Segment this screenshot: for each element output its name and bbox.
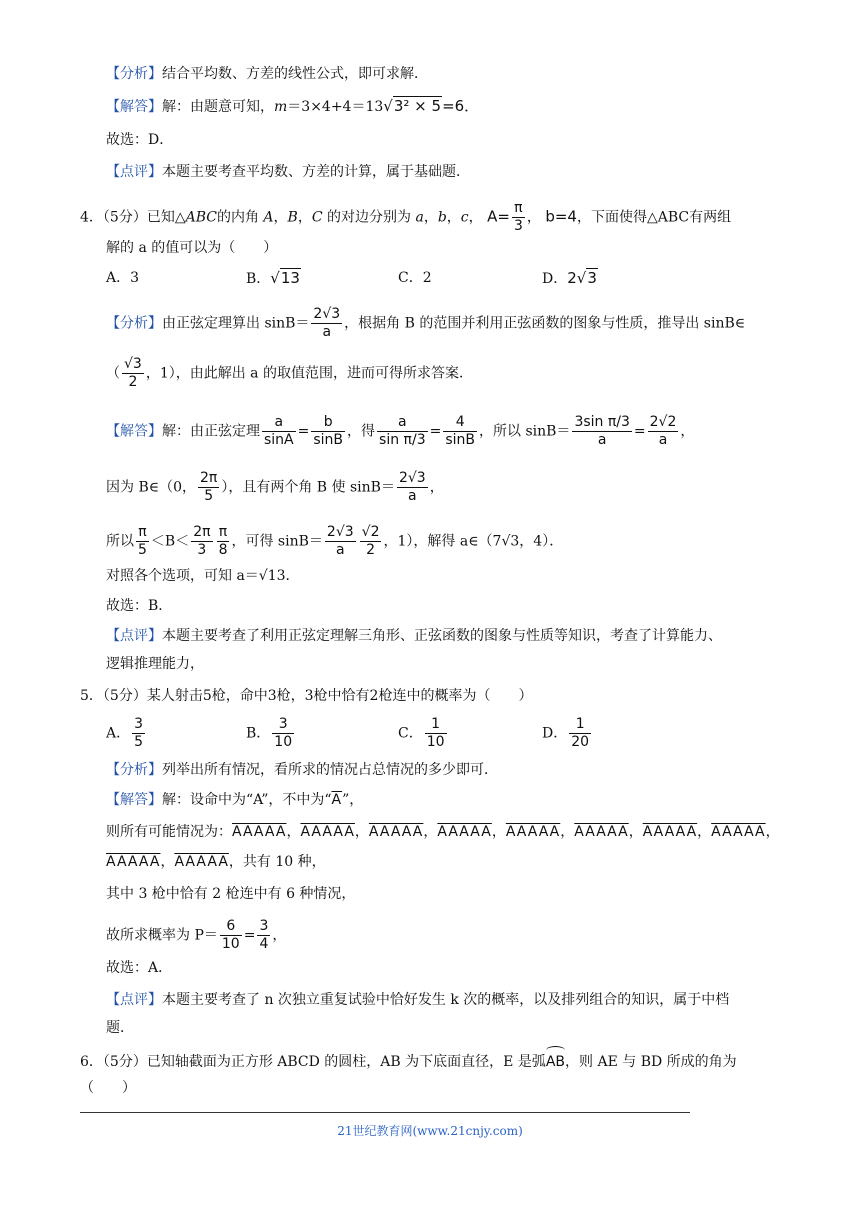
outcome-sequence: AAAAA [711, 824, 766, 840]
q4-answer-line4: 对照各个选项，可知 a＝√13． [106, 568, 300, 584]
q4-choose: 故选：B． [106, 598, 173, 614]
q5-choose: 故选：A． [106, 960, 173, 976]
review-tag: 【点评】 [106, 628, 162, 644]
q6-stem: 6．（5分）已知轴截面为正方形 ABCD 的圆柱，AB 为下底面直径，E 是弧AB，则 AE 与 BD 所成的角为 [80, 1048, 737, 1072]
q4-stem: 4．（5分）已知△ABC的内角 A，B，C 的对边分别为 a，b，c， A= $\frac{\pi}{3}$ ， b=4，下面使得△ABC有两组 [80, 200, 732, 234]
q4-option-c[interactable]: C．2 [398, 270, 432, 286]
outcome-sequence: AAAAA [174, 854, 229, 870]
answer-tag: 【解答】 [106, 99, 162, 115]
q5-analysis: 【分析】列举出所有情况，看所求的情况占总情况的多少即可． [106, 762, 498, 778]
q4-answer-line2: 因为 B∈（0， $\frac{2\pi}{5}$ ），且有两个角 B 使 sinB＝ $\frac{2√3}{a}$ ， [106, 470, 444, 504]
outcome-sequence: AAAAA [505, 824, 561, 840]
answer-tag: 【解答】 [106, 423, 162, 440]
q5-answer-line5: 故所求概率为 P＝ $\frac{6}{10}$ = $\frac{3}{4}$ ， [106, 918, 287, 952]
q4-analysis: 【分析】由正弦定理算出 sinB＝ $\frac{2√3}{a}$ ，根据角 B 的范围并利用正弦函数的图象与性质，推导出 sinB∈ [106, 306, 746, 340]
q4-answer-line1: 【解答】解：由正弦定理 $\frac{a}{\sin A}$ = $\frac{b}{\sin B}$ ，得 $\frac{a}{\text{sin π/3}}$ = $\frac{4}{\sin B}$ ，所以 sinB＝ $\frac{\text{3sin π/3}}{a}$ = $\frac{2√2}{a}$ ， [106, 414, 695, 448]
q5-answer-line4: 其中 3 枪中恰有 2 枪连中有 6 种情况， [106, 886, 356, 902]
outcome-sequence: AAAAA [437, 824, 492, 840]
q5-review-line2: 题． [106, 1020, 134, 1036]
q3-answer: 【解答】解：由题意可知，m＝3×4+4＝13√3² × 5=6． [106, 97, 480, 115]
q5-option-b[interactable]: B． $\frac{3}{10}$ [246, 716, 293, 750]
q5-option-d[interactable]: D． $\frac{1}{20}$ [542, 716, 590, 750]
outcome-sequence: AAAAA [106, 854, 161, 870]
q5-option-a[interactable]: A． $\frac{3}{5}$ [106, 716, 144, 750]
q5-answer-line3: AAAAA，AAAAA，共有 10 种， [106, 854, 326, 870]
outcome-sequence: AAAAA [642, 824, 698, 840]
analysis-tag: 【分析】 [106, 315, 162, 332]
q4-option-a[interactable]: A．3 [106, 270, 140, 286]
arc-ab: AB [546, 1048, 565, 1072]
q3-review: 【点评】本题主要考查平均数、方差的计算，属于基础题． [106, 164, 470, 180]
q4-option-d[interactable]: D．2√3 [542, 269, 597, 287]
outcome-sequence: AAAAA [300, 824, 355, 840]
q3-choose: 故选：D． [106, 132, 174, 148]
sqrt-expression: √3² × 5 [383, 97, 442, 115]
q5-answer-line1: 【解答】解：设命中为“A”，不中为“$\overline{A}$”， [106, 792, 364, 808]
footer-divider [80, 1112, 690, 1113]
q3-analysis: 【分析】结合平均数、方差的线性公式，即可求解． [106, 66, 428, 82]
pi-over-3: $\frac{\pi}{3}$ [513, 200, 523, 234]
footer-link[interactable]: 21世纪教育网(www.21cnjy.com) [337, 1124, 523, 1138]
q6-stem-line2: （ ） [80, 1080, 136, 1096]
q5-answer-line2: 则所有可能情况为：AAAAA，AAAAA，AAAAA，AAAAA，AAAAA，AAAAA，AAAAA，AAAAA， [106, 824, 780, 840]
q5-review: 【点评】本题主要考查了 n 次独立重复试验中恰好发生 k 次的概率，以及排列组合的知识，属于中档 [106, 992, 730, 1008]
q4-answer-line3: 所以 $\frac{\pi}{5}$ ＜B＜ $\frac{2\pi}{3}$ $\frac{\pi}{8}$ ，可得 sinB＝ $\frac{2√3}{a}$ $\frac{√2}{2}$ ，1），解得 a∈（7√3，4）． [106, 524, 564, 558]
q4-option-b[interactable]: B．√13 [246, 269, 300, 287]
q5-option-c[interactable]: C． $\frac{1}{10}$ [398, 716, 445, 750]
q4-stem-line2: 解的 a 的值可以为（ ） [106, 240, 278, 256]
outcome-sequence: AAAAA [232, 824, 287, 840]
analysis-tag: 【分析】 [106, 762, 162, 778]
q5-stem: 5．（5分）某人射击5枪，命中3枪，3枪中恰有2枪连中的概率为（ ） [80, 688, 533, 704]
answer-tag: 【解答】 [106, 792, 162, 808]
review-tag: 【点评】 [106, 164, 162, 180]
outcome-sequence: AAAAA [368, 824, 424, 840]
analysis-tag: 【分析】 [106, 66, 162, 82]
q4-review: 【点评】本题主要考查了利用正弦定理解三角形、正弦函数的图象与性质等知识，考查了计算能力、 [106, 628, 722, 644]
review-tag: 【点评】 [106, 992, 162, 1008]
outcome-sequence: AAAAA [574, 824, 629, 840]
q4-analysis-line2: （ $\frac{√3}{2}$ ，1），由此解出 a 的取值范围，进而可得所求答案． [106, 356, 473, 390]
q4-review-line2: 逻辑推理能力， [106, 656, 204, 672]
